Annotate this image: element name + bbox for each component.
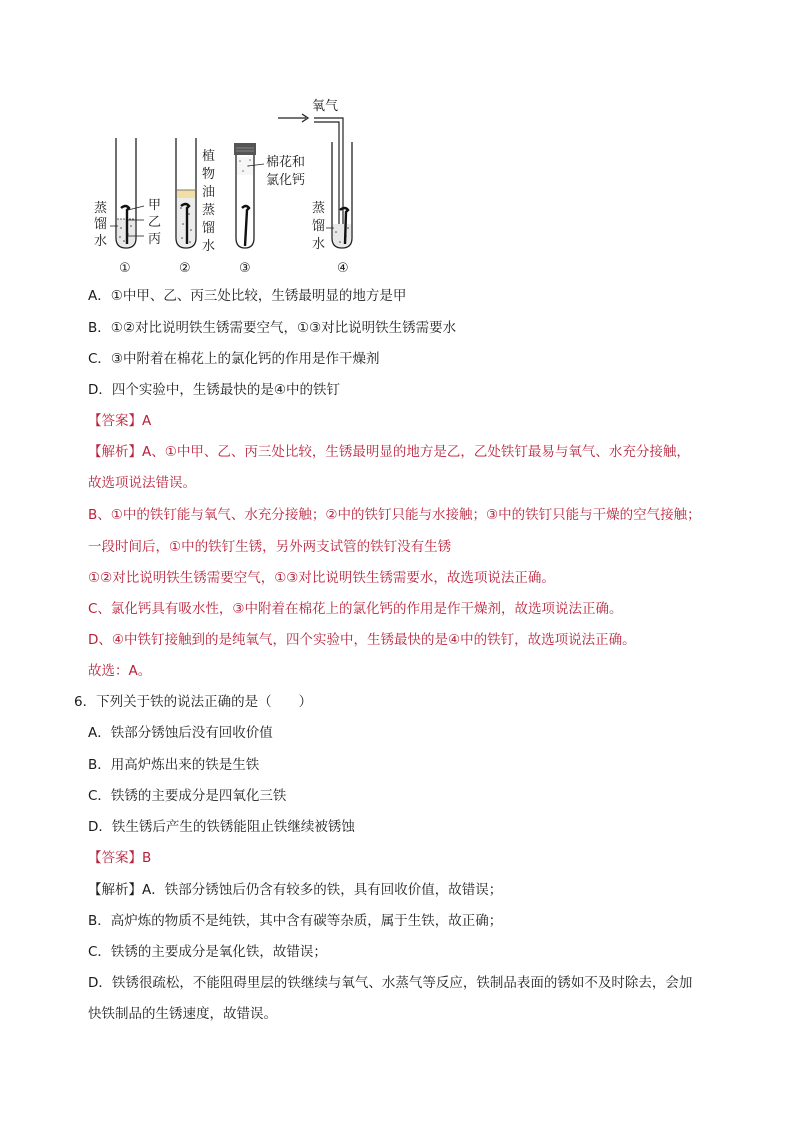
tube-number-2: ② <box>179 261 191 276</box>
q5-analysis-line-6: C、氯化钙具有吸水性，③中附着在棉花上的氯化钙的作用是作干燥剂，故选项说法正确。 <box>88 601 623 617</box>
q5-analysis-line-1: 【解析】A、①中甲、乙、丙三处比较，生锈最明显的地方是乙，乙处铁钉最易与氧气、水充分接触， <box>88 444 690 460</box>
tube-number-4: ④ <box>337 261 349 276</box>
label-oil-3: 油 <box>202 185 216 200</box>
iron-rusting-experiment-diagram <box>88 96 388 280</box>
q6-analysis-line-3: C．铁锈的主要成分是氧化铁，故错误； <box>88 944 327 960</box>
q5-analysis-line-4: 一段时间后，①中的铁钉生锈，另外两支试管的铁钉没有生锈 <box>88 539 452 555</box>
tube-number-1: ① <box>119 261 131 276</box>
label-jia: 甲 <box>148 198 162 213</box>
label-water2-1: 蒸 <box>202 203 216 218</box>
q6-analysis-line-4: D．铁锈很疏松，不能阻碍里层的铁继续与氧气、水蒸气等反应，铁制品表面的锈如不及时除去，会加 <box>88 975 693 991</box>
tube1-water-label-1: 蒸 <box>94 201 108 216</box>
iron-nail-3 <box>242 206 249 246</box>
q6-analysis-line-1: 【解析】A．铁部分锈蚀后仍含有较多的铁，具有回收价值，故错误； <box>88 882 503 898</box>
q5-analysis-line-2: 故选项说法错误。 <box>88 475 196 491</box>
test-tube-3 <box>234 143 264 248</box>
q6-stem: 6．下列关于铁的说法正确的是（ ） <box>74 694 313 710</box>
label-water2-2: 馏 <box>202 221 216 236</box>
tube4-water-label-2: 馏 <box>312 219 326 234</box>
test-tube-2 <box>176 138 196 248</box>
q5-analysis-line-5: ①②对比说明铁生锈需要空气，①③对比说明铁生锈需要水，故选项说法正确。 <box>88 570 555 586</box>
q6-option-d: D．铁生锈后产生的铁锈能阻止铁继续被锈蚀 <box>88 819 355 835</box>
q6-option-c: C．铁锈的主要成分是四氧化三铁 <box>88 788 287 804</box>
tube-number-3: ③ <box>239 261 251 276</box>
q5-analysis-line-7: D、④中铁钉接触到的是纯氧气，四个实验中，生锈最快的是④中的铁钉，故选项说法正确。 <box>88 632 636 648</box>
tube4-water-label-3: 水 <box>312 237 326 252</box>
q6-analysis-line-5: 快铁制品的生锈速度，故错误。 <box>88 1006 277 1022</box>
q6-option-b: B．用高炉炼出来的铁是生铁 <box>88 757 260 773</box>
q5-option-a: A．①中甲、乙、丙三处比较，生锈最明显的地方是甲 <box>88 288 407 304</box>
tube1-water-label-2: 馏 <box>94 217 108 232</box>
label-oil-1: 植 <box>202 149 216 164</box>
q5-answer: 【答案】A <box>88 413 152 429</box>
q5-option-b: B．①②对比说明铁生锈需要空气，①③对比说明铁生锈需要水 <box>88 320 457 336</box>
tube1-water-label-3: 水 <box>94 234 108 249</box>
q5-analysis-line-8: 故选：A。 <box>88 663 152 679</box>
q5-analysis-line-3: B、①中的铁钉能与氧气、水充分接触；②中的铁钉只能与水接触；③中的铁钉只能与干燥的空气接触； <box>88 507 701 523</box>
label-yi: 乙 <box>148 215 162 230</box>
tube4-water-label-1: 蒸 <box>312 201 326 216</box>
q6-option-a: A．铁部分锈蚀后没有回收价值 <box>88 725 273 741</box>
q6-analysis-line-2: B．高炉炼的物质不是纯铁，其中含有碳等杂质，属于生铁，故正确； <box>88 913 503 929</box>
q5-option-d: D．四个实验中，生锈最快的是④中的铁钉 <box>88 382 340 398</box>
label-water2-3: 水 <box>202 239 216 254</box>
q5-option-c: C．③中附着在棉花上的氯化钙的作用是作干燥剂 <box>88 351 380 367</box>
label-cotton-2: 氯化钙 <box>266 173 306 188</box>
q6-answer: 【答案】B <box>88 850 152 866</box>
label-cotton-1: 棉花和 <box>266 155 306 170</box>
label-oxygen: 氧气 <box>312 99 339 114</box>
label-oil-2: 物 <box>202 167 216 182</box>
test-tube-1 <box>110 138 144 248</box>
label-bing: 丙 <box>148 232 162 247</box>
